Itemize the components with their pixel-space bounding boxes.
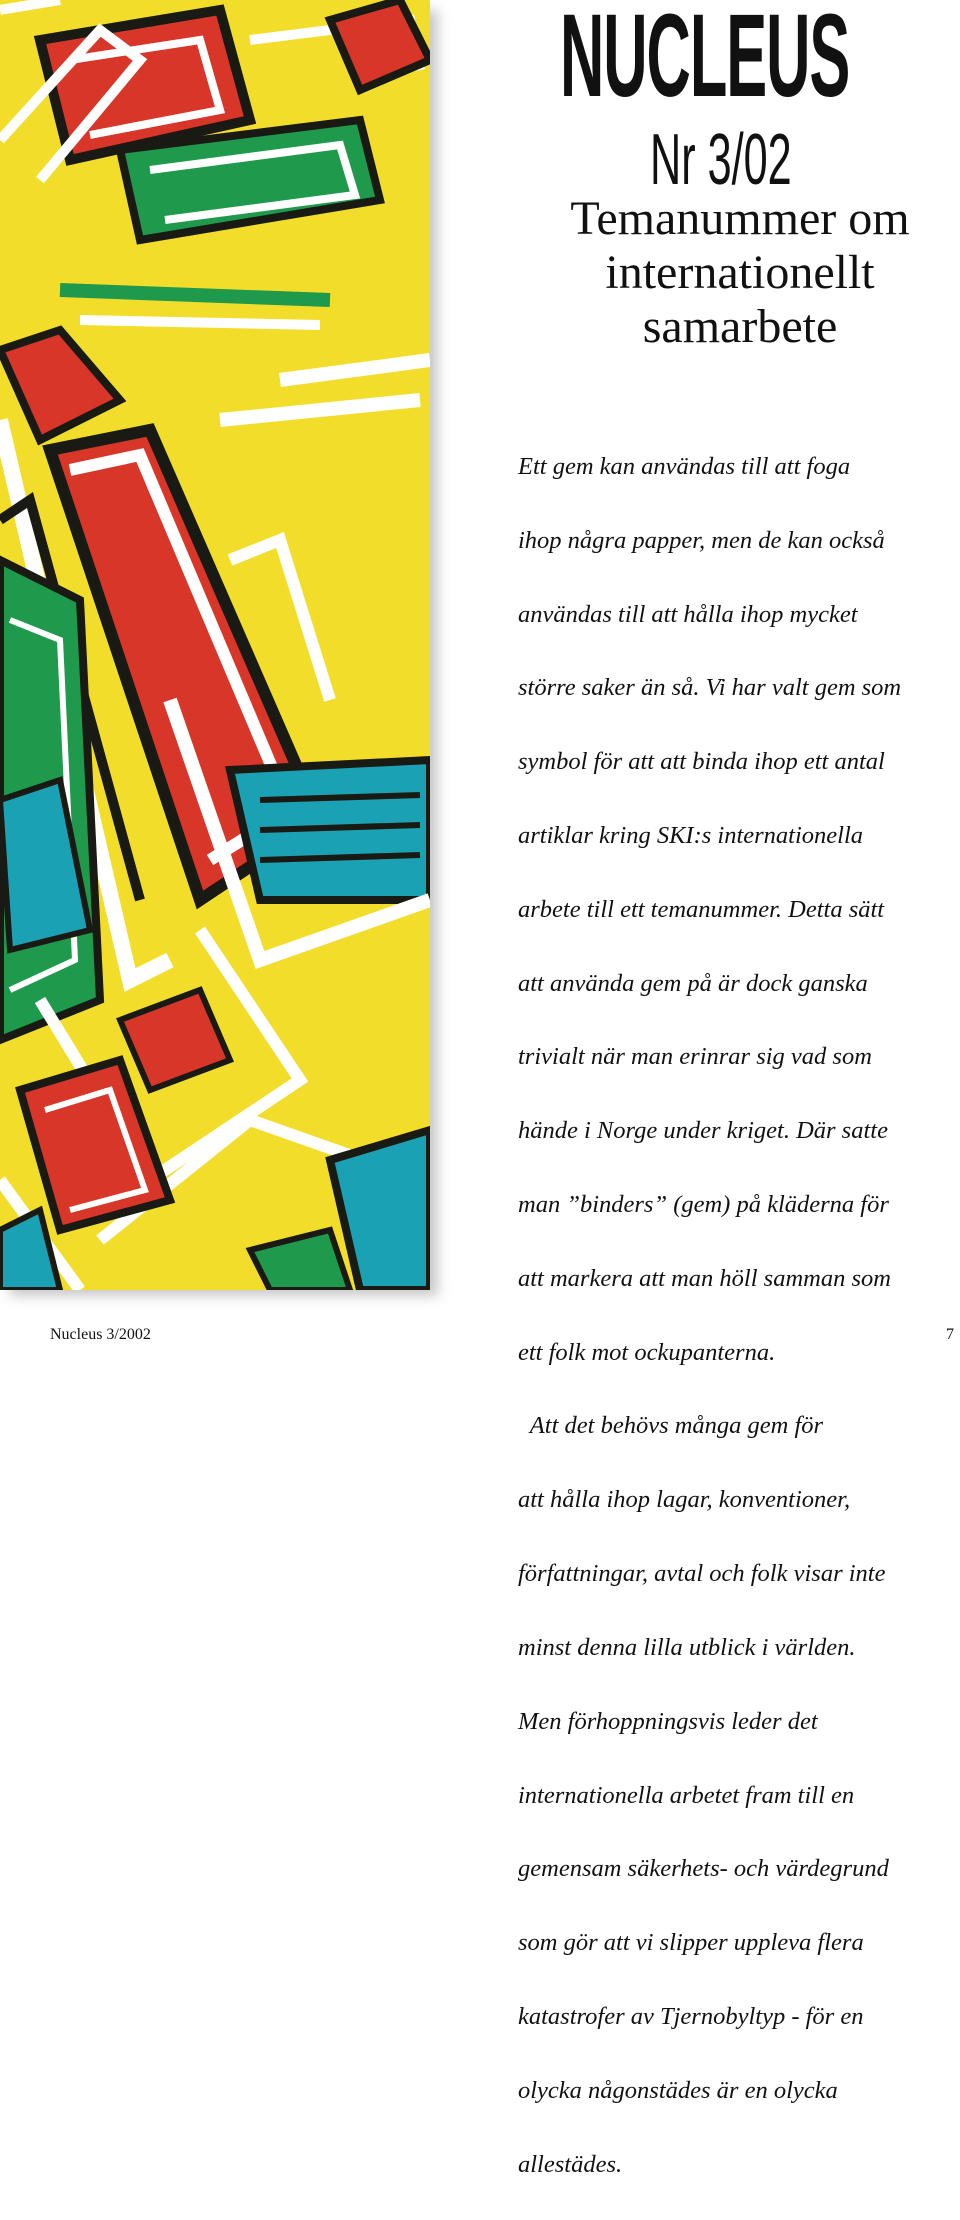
article-line: författningar, avtal och folk visar inte: [518, 1560, 886, 1588]
theme-line: internationellt: [605, 246, 875, 299]
paperclips-artwork: [0, 0, 430, 1290]
cover-illustration: [0, 0, 440, 1300]
article-line: att markera att man höll samman som: [518, 1264, 891, 1292]
article-line: minst denna lilla utblick i världen.: [518, 1633, 856, 1661]
article-line: ett folk mot ockupanterna.: [518, 1338, 776, 1366]
theme-line: Temanummer om: [570, 192, 910, 245]
article-line: att använda gem på är dock ganska: [518, 969, 868, 997]
article-line: ihop några papper, men de kan också: [518, 526, 885, 554]
article-line: olycka någonstädes är en olycka: [518, 2076, 838, 2104]
article-line: Att det behövs många gem för: [518, 1412, 824, 1440]
article-line: allestädes.: [518, 2150, 623, 2178]
article-line: artiklar kring SKI:s internationella: [518, 821, 864, 849]
article-line: gemensam säkerhets- och värdegrund: [518, 1855, 889, 1883]
article-line: som gör att vi slipper uppleva flera: [518, 1929, 864, 1957]
footer-publication: Nucleus 3/2002: [50, 1326, 151, 1343]
theme-heading: [530, 192, 950, 354]
article-line: trivialt när man erinrar sig vad som: [518, 1043, 872, 1071]
article-line: Men förhoppningsvis leder det: [518, 1707, 818, 1735]
article-line: att hålla ihop lagar, konventioner,: [518, 1486, 851, 1514]
issue-number: Nr 3/02: [650, 120, 792, 200]
magazine-title: NUCLEUS: [560, 0, 850, 122]
intro-article: [518, 412, 960, 2220]
article-line: användas till att hålla ihop mycket: [518, 600, 858, 628]
theme-line: samarbete: [642, 300, 838, 353]
article-line: Ett gem kan användas till att foga: [518, 452, 851, 480]
page-number: 7: [946, 1326, 954, 1343]
article-line: arbete till ett temanummer. Detta sätt: [518, 895, 885, 923]
article-line: katastrofer av Tjernobyltyp - för en: [518, 2002, 864, 2030]
article-line: man ”binders” (gem) på kläderna för: [518, 1191, 889, 1219]
article-line: symbol för att att binda ihop ett antal: [518, 748, 885, 776]
article-line: större saker än så. Vi har valt gem som: [518, 674, 902, 702]
article-line: hände i Norge under kriget. Där satte: [518, 1117, 888, 1145]
article-line: internationella arbetet fram till en: [518, 1781, 855, 1809]
